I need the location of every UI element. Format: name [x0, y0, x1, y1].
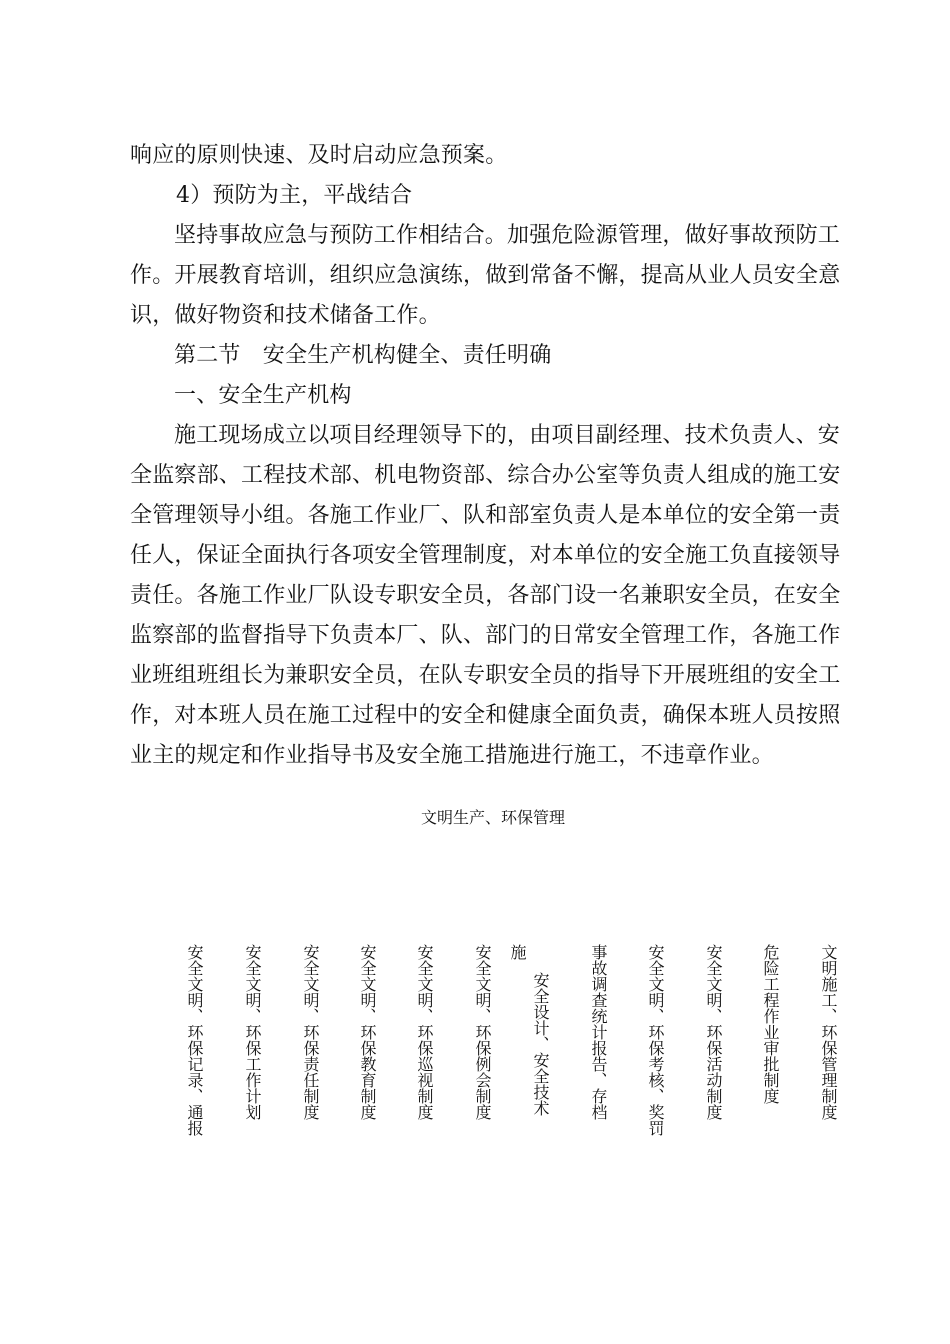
diagram-column-safety-design: 安全设计、安全技术 [531, 972, 550, 1116]
paragraph-line: 作。开展教育培训，组织应急演练，做到常备不懈，提高从业人员安全意 [130, 263, 841, 288]
diagram-column-hazard-approval: 危险工程作业审批制度 [761, 944, 780, 1104]
paragraph-line: 全管理领导小组。各施工作业厂、队和部室负责人是本单位的安全第一责 [130, 503, 841, 528]
diagram-column-assessment: 安全文明、环保考核、奖罚 [646, 944, 665, 1136]
paragraph-line: 责任。各施工作业厂队设专职安全员，各部门设一名兼职安全员，在安全 [130, 583, 841, 608]
sub-heading: 一、安全生产机构 [174, 383, 352, 408]
diagram-column-meeting: 安全文明、环保例会制度 [473, 944, 492, 1120]
diagram-column-work-plan: 安全文明、环保工作计划 [243, 944, 262, 1120]
diagram-column-records: 安全文明、环保记录、通报 [185, 944, 204, 1136]
diagram-column-responsibility: 安全文明、环保责任制度 [301, 944, 320, 1120]
diagram-column-civilized-construction: 文明施工、环保管理制度 [819, 944, 838, 1120]
diagram-column-inspection: 安全文明、环保巡视制度 [415, 944, 434, 1120]
paragraph-line: 施工现场成立以项目经理领导下的，由项目副经理、技术负责人、安 [174, 423, 841, 448]
paragraph-line: 识，做好物资和技术储备工作。 [130, 303, 441, 328]
diagram-column-construction-fragment: 施 [508, 944, 527, 960]
paragraph-line: 响应的原则快速、及时启动应急预案。 [130, 143, 508, 168]
section-heading: 第二节 安全生产机构健全、责任明确 [174, 343, 552, 368]
diagram-column-accident-report: 事故调查统计报告、存档 [589, 944, 608, 1120]
paragraph-line: 作，对本班人员在施工过程中的安全和健康全面负责，确保本班人员按照 [130, 703, 841, 728]
diagram-title: 文明生产、环保管理 [420, 808, 565, 827]
paragraph-line: 业主的规定和作业指导书及安全施工措施进行施工，不违章作业。 [130, 743, 774, 768]
paragraph-line: 全监察部、工程技术部、机电物资部、综合办公室等负责人组成的施工安 [130, 463, 841, 488]
sub-heading: 4）预防为主，平战结合 [176, 183, 413, 208]
diagram-column-activity: 安全文明、环保活动制度 [704, 944, 723, 1120]
diagram-column-education: 安全文明、环保教育制度 [358, 944, 377, 1120]
paragraph-line: 任人，保证全面执行各项安全管理制度，对本单位的安全施工负直接领导 [130, 543, 841, 568]
paragraph-line: 坚持事故应急与预防工作相结合。加强危险源管理，做好事故预防工 [174, 223, 841, 248]
paragraph-line: 监察部的监督指导下负责本厂、队、部门的日常安全管理工作，各施工作 [130, 623, 841, 648]
paragraph-line: 业班组班组长为兼职安全员，在队专职安全员的指导下开展班组的安全工 [130, 663, 841, 688]
